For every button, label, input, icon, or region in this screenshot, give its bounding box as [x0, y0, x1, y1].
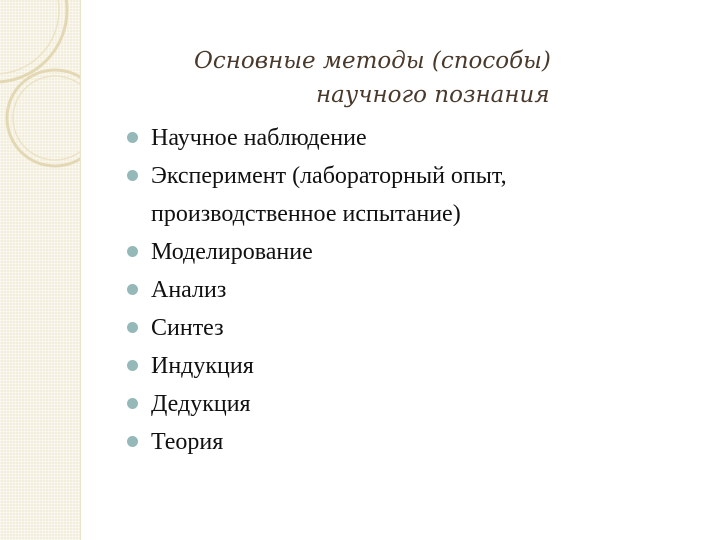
round-bullet-icon — [127, 246, 138, 257]
decorative-side-band — [0, 0, 81, 540]
round-bullet-icon — [127, 322, 138, 333]
slide-title-line-1: Основные методы (способы) — [194, 48, 551, 74]
round-bullet-icon — [127, 132, 138, 143]
list-item-text: Научное наблюдение — [151, 125, 367, 151]
list-item-text: производственное испытание) — [151, 201, 461, 227]
list-item-text: Теория — [151, 429, 224, 455]
list-item-text: Анализ — [151, 277, 227, 303]
slide-title — [150, 44, 670, 112]
list-item-text: Синтез — [151, 315, 224, 341]
list-item — [127, 309, 687, 347]
list-item — [127, 119, 687, 157]
round-bullet-icon — [127, 170, 138, 181]
list-item — [127, 423, 687, 461]
round-bullet-icon — [127, 360, 138, 371]
list-item — [127, 347, 687, 385]
slide-title-line-2: научного познания — [316, 82, 550, 108]
list-item — [127, 385, 687, 423]
list-item — [127, 271, 687, 309]
list-item-text: Моделирование — [151, 239, 313, 265]
round-bullet-icon — [127, 436, 138, 447]
round-bullet-icon — [127, 398, 138, 409]
list-item — [127, 233, 687, 271]
list-item-text: Эксперимент (лабораторный опыт, — [151, 163, 507, 189]
list-item-text: Индукция — [151, 353, 254, 379]
bullet-list — [127, 119, 687, 461]
decorative-rings-icon — [0, 0, 80, 200]
list-item — [127, 157, 687, 233]
round-bullet-icon — [127, 284, 138, 295]
list-item-text: Дедукция — [151, 391, 251, 417]
